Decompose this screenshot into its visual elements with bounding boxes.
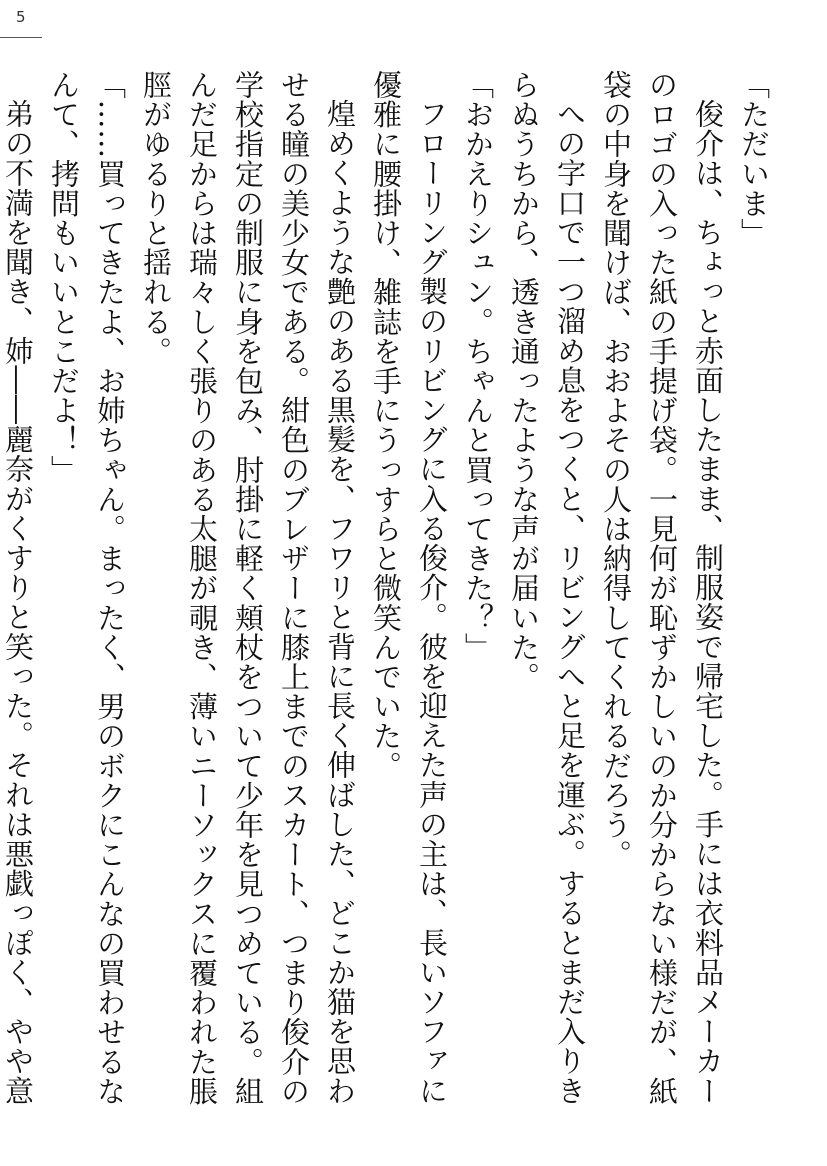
paragraph: 「ただいま」 bbox=[737, 70, 771, 248]
paragraph: 煌めくような艶のある黒髪を、フワリと背に長く伸ばした、どこか猫を思わせる瞳の美少女である。紺色のブレザーに膝上までのスカート、つまり俊介の学校指定の制服に身を包み、肘掛に軽く頬杖をついて少年を見つめている。組んだ足からは瑞々しく張りのある太腿が覗き、薄いニーソックスに覆われた脹脛がゆるりと揺れる。 bbox=[139, 70, 357, 1106]
paragraph: 弟の不満を聞き、姉――麗奈がくすりと笑った。それは悪戯っぽく、やや意 bbox=[1, 99, 35, 1106]
paragraph: 俊介は、ちょっと赤面したまま、制服姿で帰宅した。手には衣料品メーカーのロゴの入った紙の手提げ袋。一見何が恥ずかしいのか分からない様だが、紙袋の中身を聞けば、おおよその人は納得してくれるだろう。 bbox=[599, 70, 725, 1106]
body-text bbox=[0, 70, 777, 1130]
page-number-rule bbox=[0, 37, 42, 38]
paragraph: 「……買ってきたよ、お姉ちゃん。まったく、男のボクにこんなの買わせるなんて、拷問もいいとこだよ！」 bbox=[47, 70, 127, 1106]
paragraph: 「おかえりシュン。ちゃんと買ってきた？」 bbox=[461, 70, 495, 662]
paragraph: への字口で一つ溜め息をつくと、リビングへと足を運ぶ。するとまだ入りきらぬうちから、透き通ったような声が届いた。 bbox=[507, 70, 587, 1106]
paragraph: フローリング製のリビングに入る俊介。彼を迎えた声の主は、長いソファに優雅に腰掛け、雑誌を手にうっすらと微笑んでいた。 bbox=[369, 70, 449, 1106]
page-number: 5 bbox=[16, 8, 26, 26]
